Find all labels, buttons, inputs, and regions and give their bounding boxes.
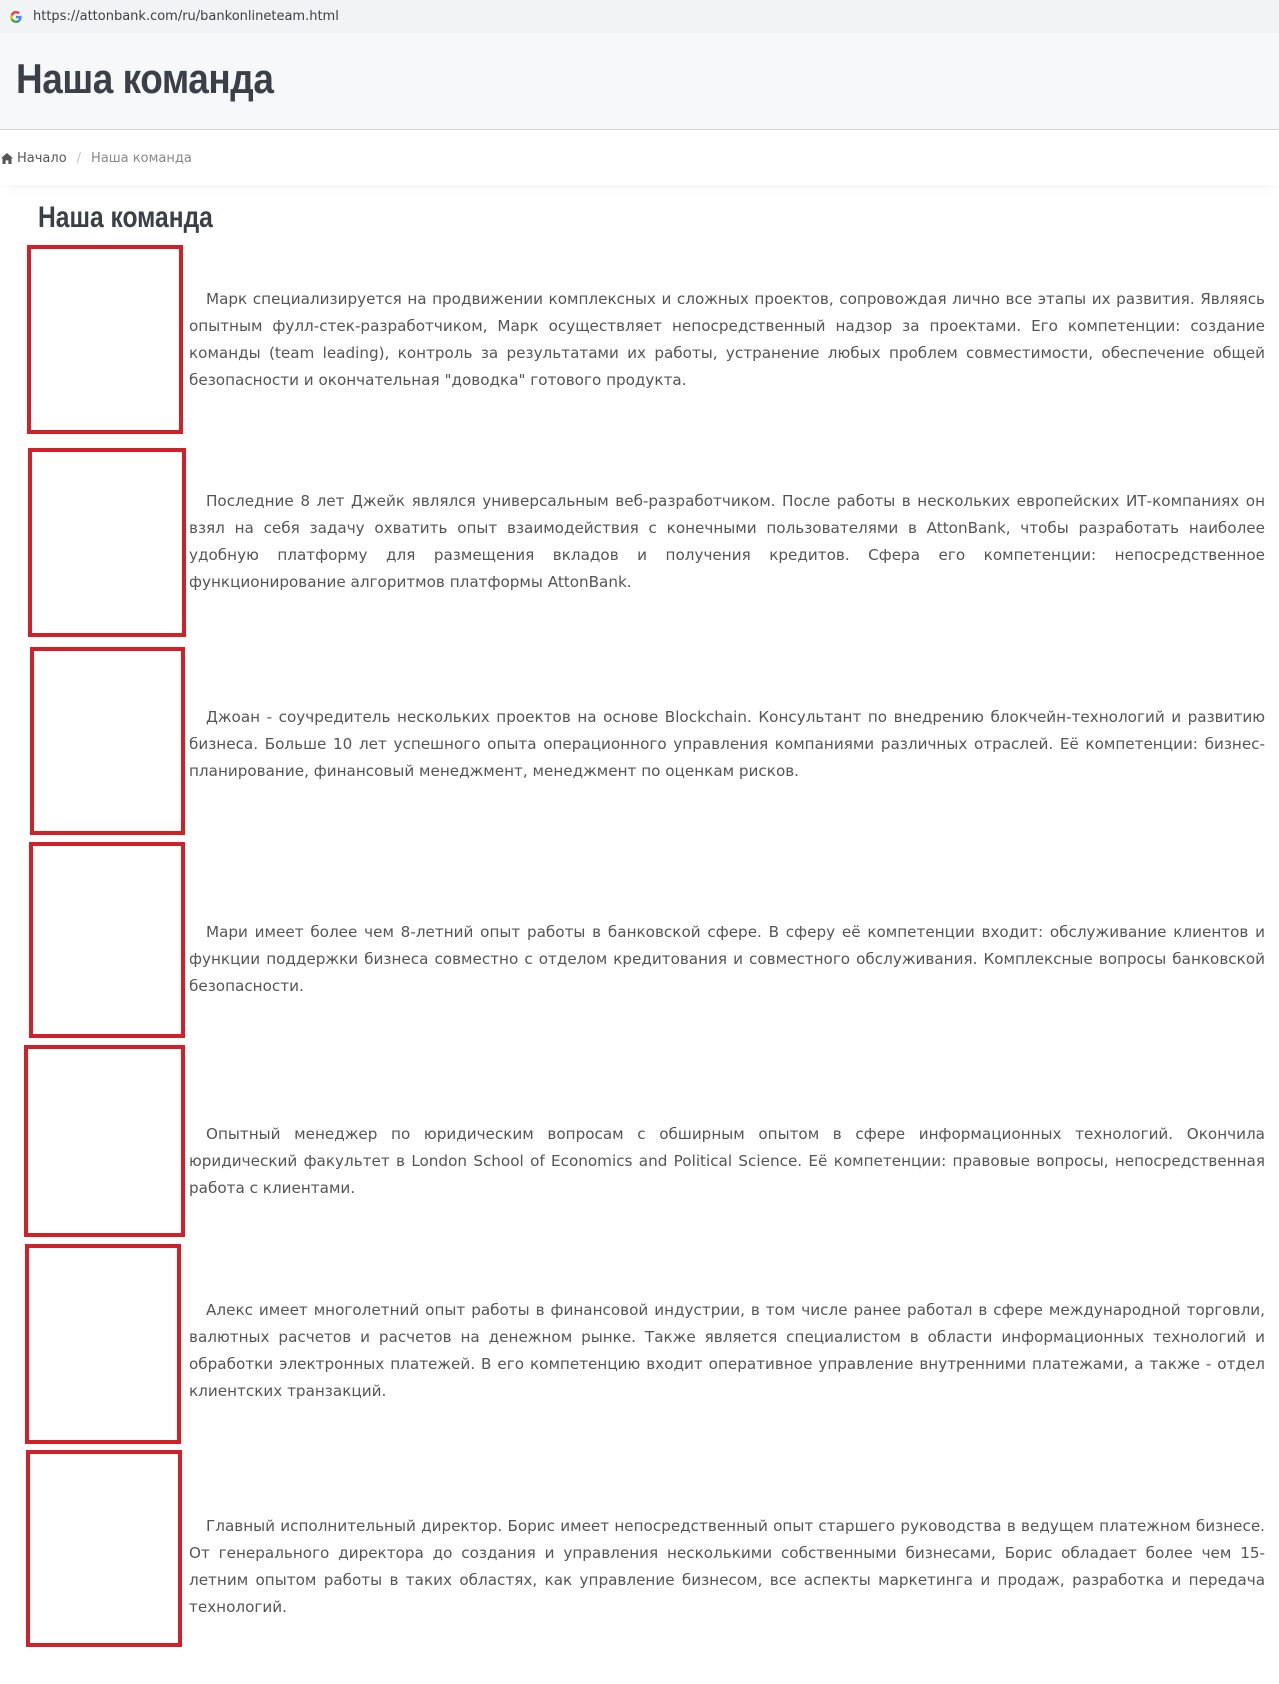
breadcrumb-home-link[interactable] <box>1 151 67 166</box>
page-header <box>0 33 1279 130</box>
breadcrumb-current: Наша команда <box>91 150 192 166</box>
google-g-icon <box>9 10 23 24</box>
team-member-bio: Алекс имеет многолетний опыт работы в финансовой индустрии, в том числе ранее работал в сфере международной торговли, валютных расчетов и расчетов на денежном рынке. Также является специалистом в области информационных технологий и обработки электронных платежей. В его компетенцию входит оперативное управление внутренними платежами, а также - отдел клиентских транзакций. <box>189 1301 1265 1400</box>
team-member-photo <box>27 245 183 434</box>
team-member-bio: Опытный менеджер по юридическим вопросам с обширным опытом в сфере информационных технологий. Окончила юридический факультет в London School of Economics and Political Science. Её компетенции: правовые вопросы, непосредственная работа с клиентами. <box>189 1125 1265 1197</box>
team-member-bio: Мари имеет более чем 8-летний опыт работы в банковской сфере. В сферу её компетенции входит: обслуживание клиентов и функции поддержки бизнеса совместно с отделом кредитования и совместного обслуживания. Комплексные вопросы банковской безопасности. <box>189 923 1265 995</box>
team-member-photo <box>30 647 185 835</box>
team-member-photo <box>28 448 186 637</box>
team-member-photo <box>29 842 185 1038</box>
team-member-bio: Главный исполнительный директор. Борис имеет непосредственный опыт старшего руководства в ведущем платежном бизнесе. От генерального директора до создания и управления несколькими собственными бизнесами, Борис обладает более чем 15-летним опытом работы в таких областях, как управление бизнесом, все аспекты маркетинга и продаж, разработка и передача технологий. <box>189 1517 1265 1616</box>
breadcrumb-separator: / <box>76 150 82 166</box>
browser-url-bar[interactable] <box>0 0 1279 33</box>
breadcrumb <box>0 131 1279 185</box>
section-title: Наша команда <box>38 201 213 234</box>
url-text[interactable]: https://attonbank.com/ru/bankonlineteam.html <box>33 9 339 24</box>
team-member-photo <box>25 1244 181 1444</box>
team-member-bio: Марк специализируется на продвижении комплексных и сложных проектов, сопровождая лично все этапы их развития. Являясь опытным фулл-стек-разработчиком, Марк осуществляет непосредственный надзор за проектами. Его компетенции: создание команды (team leading), контроль за результатами их работы, устранение любых проблем совместимости, обеспечение общей безопасности и окончательная "доводка" готового продукта. <box>189 290 1265 389</box>
team-member-bio: Джоан - соучредитель нескольких проектов на основе Blockchain. Консультант по внедрению блокчейн-технологий и развитию бизнеса. Больше 10 лет успешного опыта операционного управления компаниями различных отраслей. Её компетенции: бизнес-планирование, финансовый менеджмент, менеджмент по оценкам рисков. <box>189 708 1265 780</box>
page-title: Наша команда <box>16 55 274 102</box>
team-member-photo <box>24 1045 185 1237</box>
home-icon <box>1 153 13 164</box>
team-member-photo <box>26 1450 182 1647</box>
breadcrumb-home-label: Начало <box>17 150 67 166</box>
team-member-bio: Последние 8 лет Джейк являлся универсальным веб-разработчиком. После работы в нескольких европейских ИТ-компаниях он взял на себя задачу охватить опыт взаимодействия с конечными пользователями в AttonBank, чтобы разработать наиболее удобную платформу для размещения вкладов и получения кредитов. Сфера его компетенции: непосредственное функционирование алгоритмов платформы AttonBank. <box>189 492 1265 591</box>
